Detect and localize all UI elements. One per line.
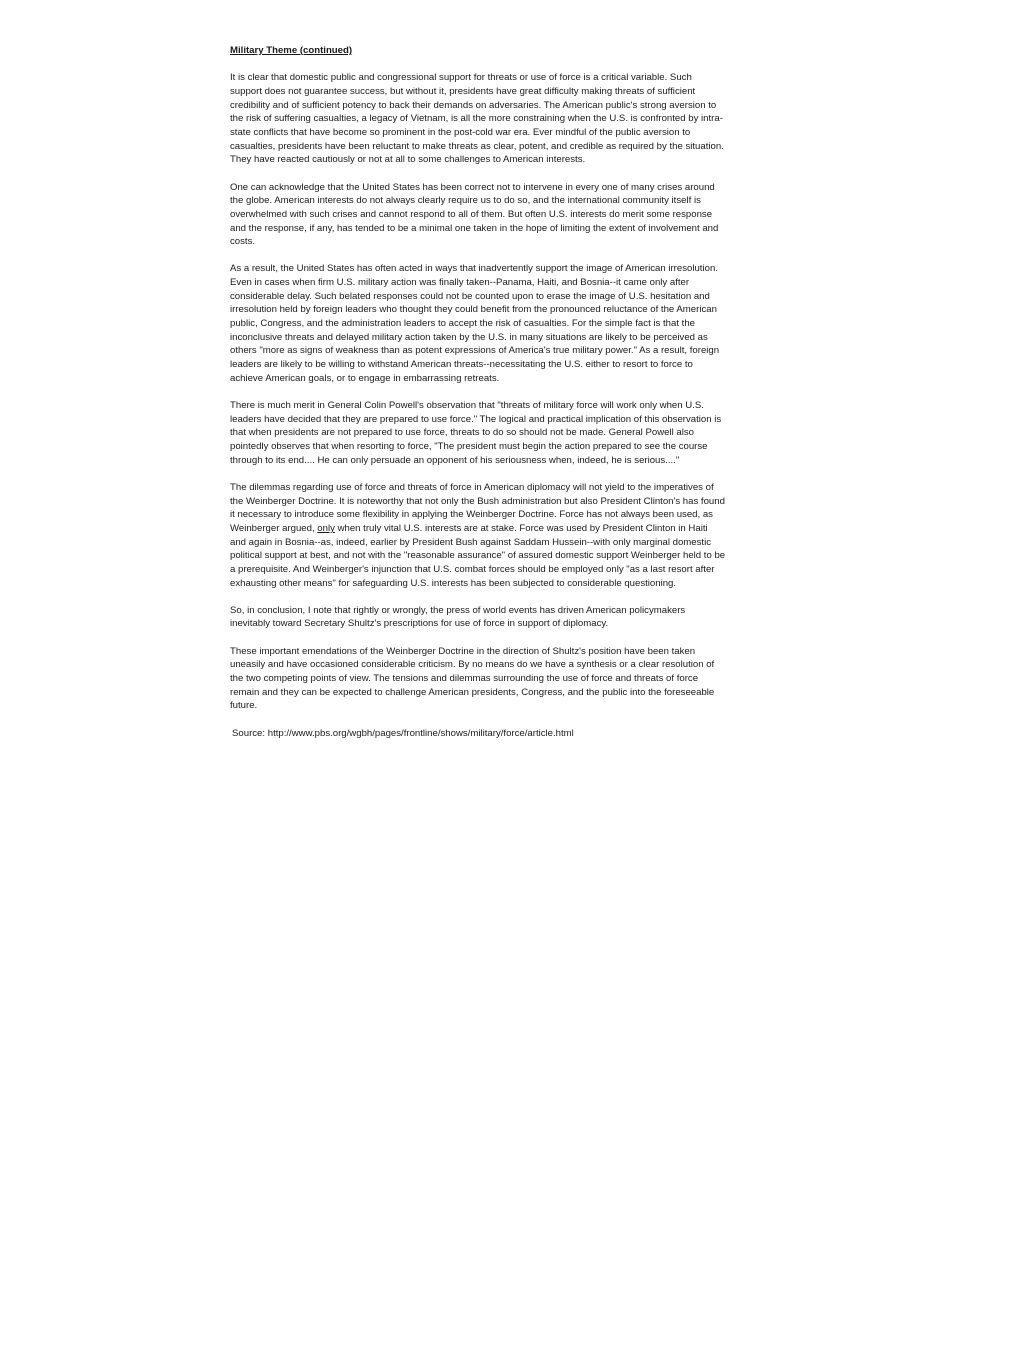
paragraph-conclusion: So, in conclusion, I note that rightly or wrongly, the press of world events has driven American policymakers inevitably toward Secretary Shultz's prescriptions for use of force in support of diplomacy. [230,604,686,630]
paragraph-weinberger-after: when truly vital U.S. interests are at stake. Force was used by President Clinton in Haiti and again in Bosnia--as, indeed, earlier by President Bush against Saddam Hussein--with only marginal domestic political support at best, and not with the "reasonable assurance" of assured domestic support Weinberger held to be a prerequisite. And Weinberger's injunction that U.S. combat forces should be employed only "as a last resort after exhausting other means" for safeguarding U.S. interests has been subjected to considerable questioning. [230,522,726,589]
paragraph-intervention: One can acknowledge that the United States has been correct not to intervene in every one of many crises around the globe. American interests do not always clearly require us to do so, and the international community itself is overwhelmed with such crises and cannot respond to all of them. But often U.S. interests do merit some response and the response, if any, has tended to be a minimal one taken in the hope of limiting the extent of involvement and costs. [230,181,719,248]
paragraph-irresolution: As a result, the United States has often acted in ways that inadvertently support the image of American irresolution. Even in cases when firm U.S. military action was finally taken--Panama, Haiti, and Bosnia--it came only after considerable delay. Such belated responses could not be counted upon to erase the image of U.S. hesitation and irresolution held by foreign leaders who thought they could benefit from the pronounced reluctance of the American public, Congress, and the administration leaders to accept the risk of casualties. For the simple fact is that the inconclusive threats and delayed military action taken by the U.S. in many situations are likely to be perceived as others "more as signs of weakness than as potent expressions of America's true military power." As a result, foreign leaders are likely to be willing to withstand American threats--necessitating the U.S. either to resort to force to achieve American goals, or to engage in embarrassing retreats. [230,263,720,384]
paragraph-public-support: It is clear that domestic public and congressional support for threats or use of force is a critical variable. Such support does not guarantee success, but without it, presidents have great difficulty making threats of sufficient credibility and of sufficient potency to back their demands on adversaries. The American public's strong aversion to the risk of suffering casualties, a legacy of Vietnam, is all the more constraining when the U.S. is confronted by intra-state conflicts that have become so prominent in the post-cold war era. Ever mindful of the public aversion to casualties, presidents have been reluctant to make threats as clear, potent, and credible as required by the situation. They have reacted cautiously or not at all to some challenges to American interests. [230,72,724,166]
paragraph-powell: There is much merit in General Colin Powell's observation that "threats of military force will work only when U.S. leaders have decided that they are prepared to use force." The logical and practical implication of this observation is that when presidents are not prepared to use force, threats to do so should not be made. General Powell also pointedly observes that when resorting to force, "The president must begin the action prepared to see the course through to its end.... He can only persuade an opponent of his seriousness when, indeed, he is serious...." [230,400,722,466]
paragraph-weinberger-before: The dilemmas regarding use of force and threats of force in American diplomacy will not yield to the imperatives of the Weinberger Doctrine. It is noteworthy that not only the Bush administration but also President Clinton's has found it necessary to introduce some flexibility in applying the Weinberger Doctrine. Force has not always been used, as Weinberger argued, [230,481,725,534]
page-title: Military Theme (continued) [230,45,353,56]
source-citation: Source: http://www.pbs.org/wgbh/pages/frontline/shows/military/force/article.html [232,727,574,739]
paragraph-emendations: These important emendations of the Weinberger Doctrine in the direction of Shultz's position have been taken uneasily and have occasioned considerable criticism. By no means do we have a synthesis or a clear resolution of the two competing points of view. The tensions and dilemmas surrounding the use of force and threats of force remain and they can be expected to challenge American presidents, Congress, and the public into the foreseeable future. [230,645,715,712]
paragraph-weinberger [230,481,726,590]
emphasis-only: only [317,522,335,534]
document-body [230,44,726,740]
